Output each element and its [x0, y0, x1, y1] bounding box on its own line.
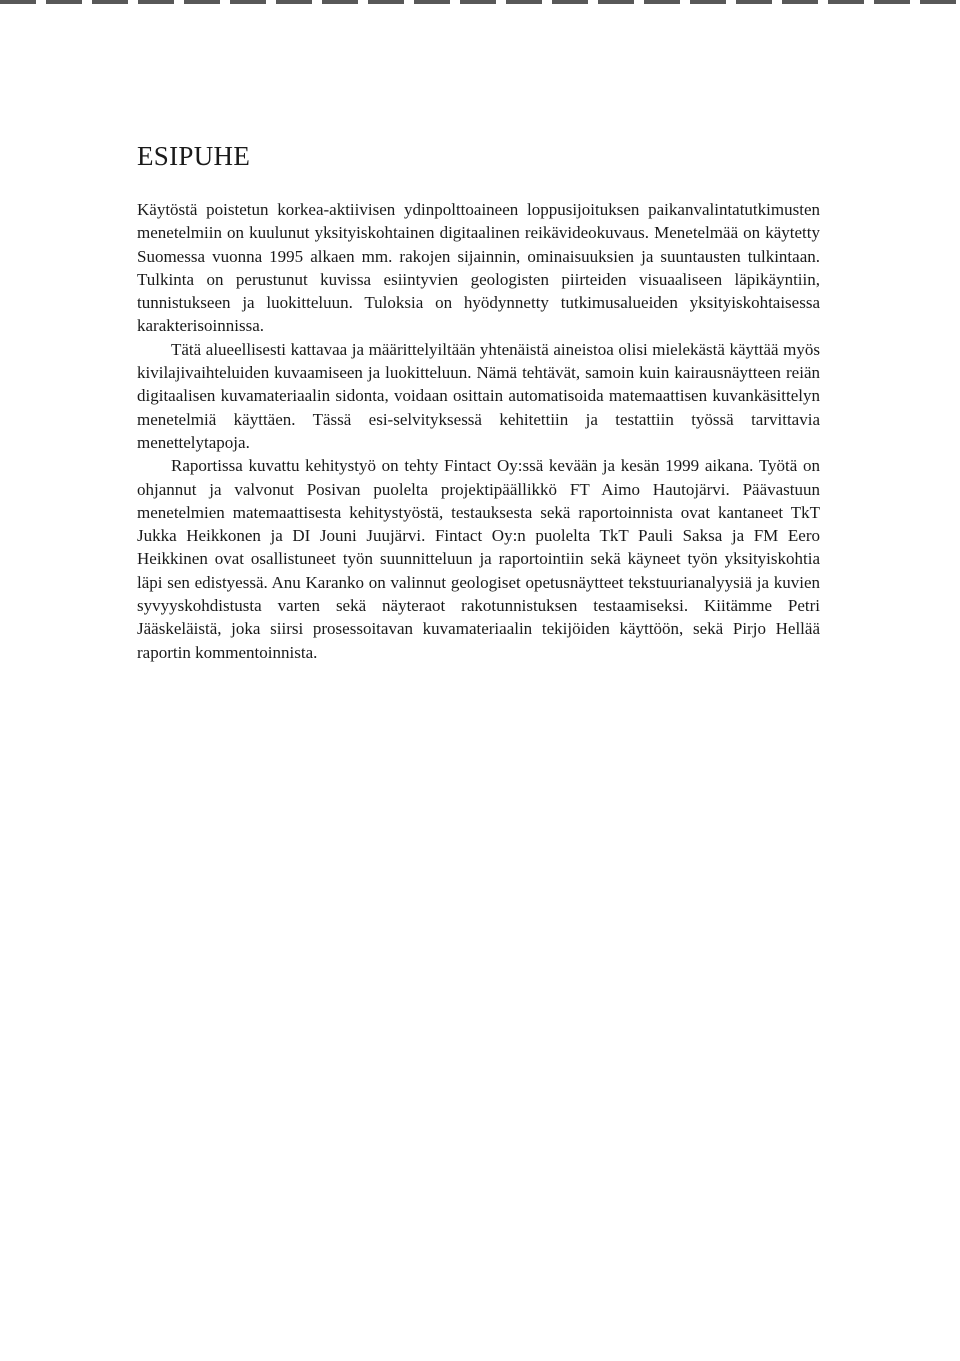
page-title: ESIPUHE: [137, 141, 251, 171]
paragraph-2: Tätä alueellisesti kattavaa ja määrittelyiltään yhtenäistä aineistoa olisi mielekästä käyttää myös kivilajivaihteluiden kuvaamiseen ja luokitteluun. Nämä tehtävät, samoin kuin kairausnäytteen reiän digitaalisen kuvamateriaalin sidonta, voidaan osittain automatisoida matemaattisen kuvankäsittelyn menetelmiä käyttäen. Tässä esi-selvityksessä kehitettiin ja testattiin työssä tarvittavia menettelytapoja.: [137, 339, 820, 452]
paragraph-1: Käytöstä poistetun korkea-aktiivisen ydinpolttoaineen loppusijoituksen paikanvalintatutkimusten menetelmiin on kuulunut yksityiskohtainen digitaalinen reikävideokuvaus. Menetelmää on käytetty Suomessa vuonna 1995 alkaen mm. rakojen sijainnin, ominaisuuksien ja suuntausten tulkintaan. Tulkinta on perustunut kuvissa esiintyvien geologisten piirteiden visuaaliseen läpikäyntiin, tunnistukseen ja luokitteluun. Tuloksia on hyödynnetty tutkimusalueiden yksityiskohtaisessa karakterisoinnissa.: [137, 200, 820, 336]
paragraph-3: Raportissa kuvattu kehitystyö on tehty Fintact Oy:ssä kevään ja kesän 1999 aikana. Työtä on ohjannut ja valvonut Posivan puolelta projektipäällikkö FT Aimo Hautojärvi. Päävastuun menetelmien matemaattisesta kehitystyöstä, testauksesta sekä raportoinnista ovat kantaneet TkT Jukka Heikkonen ja DI Jouni Juujärvi. Fintact Oy:n puolelta TkT Pauli Saksa ja FM Eero Heikkinen ovat osallistuneet työn suunnitteluun ja raportointiin sekä käyneet työn yksityiskohtia läpi sen edistyessä. Anu Karanko on valinnut geologiset opetusnäytteet tekstuurianalyysiä ja kuvien syvyyskohdistusta varten sekä näyteraot rakotunnistuksen testaamiseksi. Kiitämme Petri Jääskeläistä, joka siirsi prosessoitavan kuvamateriaalin tekijöiden käyttöön, sekä Pirjo Hellää raportin kommentoinnista.: [137, 456, 820, 662]
scan-edge-artifact: [0, 0, 960, 4]
document-page: [137, 140, 820, 664]
